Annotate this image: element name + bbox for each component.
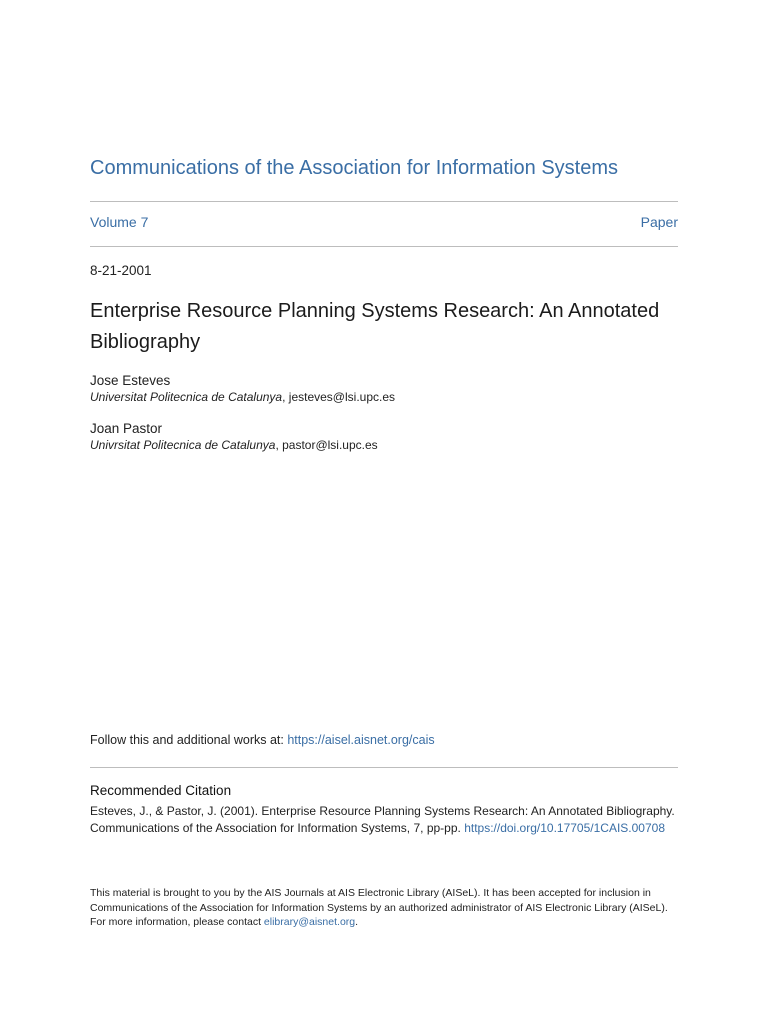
meta-divider — [90, 246, 678, 247]
footer-notice — [90, 886, 678, 930]
top-divider — [90, 201, 678, 202]
follow-text: Follow this and additional works at: — [90, 733, 288, 747]
volume-link[interactable]: Volume 7 — [90, 214, 149, 230]
article-title: Enterprise Resource Planning Systems Research: An Annotated Bibliography — [90, 300, 660, 353]
affiliation-name: Universitat Politecnica de Catalunya — [90, 390, 283, 404]
doi-link[interactable]: https://doi.org/10.17705/1CAIS.00708 — [464, 821, 665, 835]
author-name: Joan Pastor — [90, 421, 163, 436]
author-affiliation — [90, 437, 378, 453]
author-affiliation — [90, 389, 395, 405]
author-name: Jose Esteves — [90, 373, 171, 388]
citation-body: Esteves, J., & Pastor, J. (2001). Enterprise Resource Planning Systems Research: An Annotated Bibliography. Communications of the Association for Information Systems, 7, pp-pp. — [90, 804, 675, 835]
author-email: , jesteves@lsi.upc.es — [282, 390, 396, 404]
author-2 — [90, 420, 378, 453]
footer-end: . — [355, 916, 359, 928]
contact-email-link[interactable]: elibrary@aisnet.org — [263, 916, 356, 928]
volume-paper-row — [90, 214, 678, 230]
collection-link[interactable]: https://aisel.aisnet.org/cais — [287, 733, 435, 747]
affiliation-name: Univrsitat Politecnica de Catalunya — [90, 438, 276, 452]
citation-divider — [90, 767, 678, 768]
author-1 — [90, 372, 395, 405]
citation-text — [90, 803, 678, 837]
recommended-citation-heading: Recommended Citation — [90, 783, 232, 798]
author-email: , pastor@lsi.upc.es — [275, 438, 378, 452]
publication-date: 8-21-2001 — [90, 263, 152, 278]
journal-title-link[interactable]: Communications of the Association for Information Systems — [90, 157, 619, 179]
follow-line — [90, 733, 435, 747]
footer-text: This material is brought to you by the AIS Journals at AIS Electronic Library (AISeL). It has been accepted for inclusion in Communications of the Association for Information Systems by an authorized administrator of AIS Electronic Library (AISeL). For more information, please contact — [90, 887, 668, 928]
paper-link[interactable]: Paper — [640, 214, 678, 230]
